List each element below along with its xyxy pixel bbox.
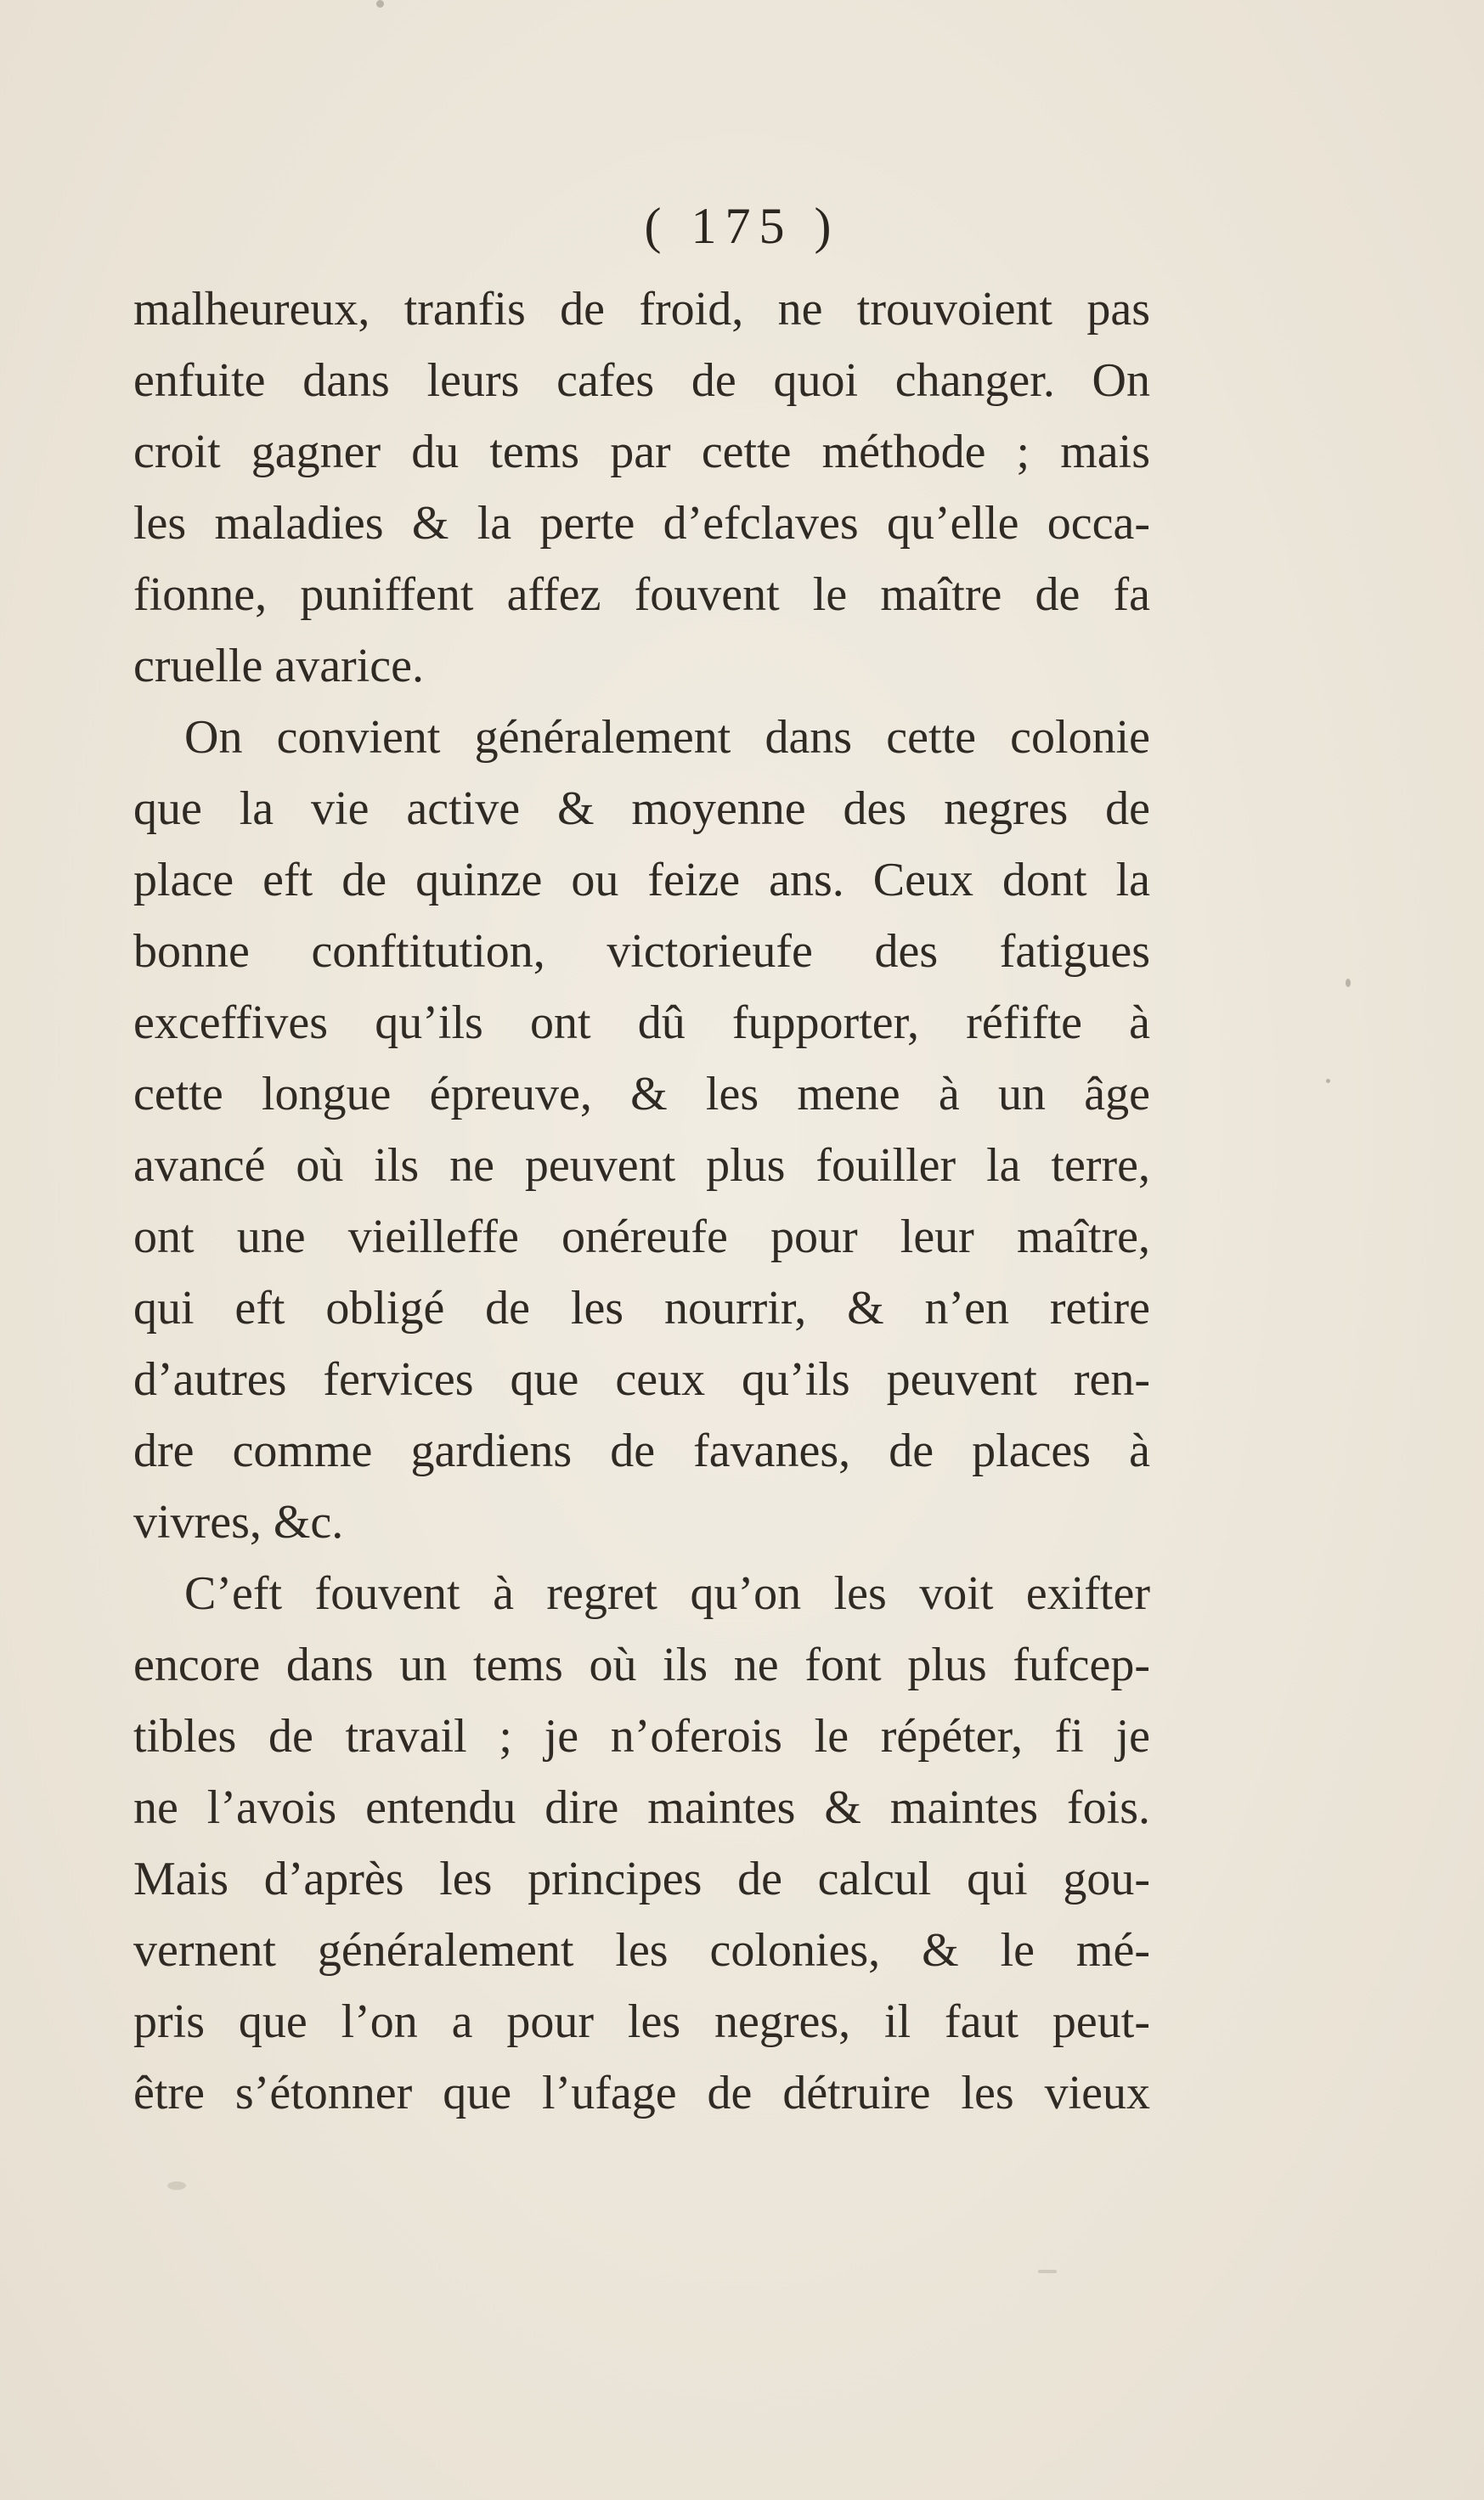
text-line: les maladies & la perte d’efclaves qu’elle occa- [133, 497, 1150, 550]
text-line: enfuite dans leurs cafes de quoi changer. On [133, 354, 1150, 407]
text-line: malheureux, tranfis de froid, ne trouvoient pas [133, 283, 1150, 336]
text-line: encore dans un tems où ils ne font plus fufcep- [133, 1639, 1150, 1691]
text-line: Mais d’après les principes de calcul qui gou- [133, 1853, 1150, 1905]
page-number: ( 175 ) [644, 198, 840, 254]
text-line: d’autres fervices que ceux qu’ils peuvent ren- [133, 1353, 1150, 1406]
paper-speck [1326, 1079, 1330, 1083]
text-line: place eft de quinze ou feize ans. Ceux dont la [133, 854, 1150, 906]
text-line: vernent généralement les colonies, & le mé- [133, 1924, 1150, 1977]
text-line: On convient généralement dans cette colonie [184, 711, 1150, 764]
paper-speck [167, 2181, 186, 2190]
text-line: avancé où ils ne peuvent plus fouiller la terre, [133, 1139, 1150, 1192]
text-line: fionne, puniffent affez fouvent le maître de fa [133, 568, 1150, 621]
text-line: dre comme gardiens de favanes, de places à [133, 1425, 1150, 1477]
text-line: ont une vieilleffe onéreufe pour leur maître, [133, 1210, 1150, 1263]
text-line: C’eft fouvent à regret qu’on les voit exifter [184, 1567, 1150, 1620]
text-line: ne l’avois entendu dire maintes & maintes fois. [133, 1781, 1150, 1834]
paper-speck [1038, 2270, 1057, 2273]
text-line: croit gagner du tems par cette méthode ; mais [133, 426, 1150, 478]
text-line: tibles de travail ; je n’oferois le répéter, fi je [133, 1710, 1150, 1763]
text-line: qui eft obligé de les nourrir, & n’en retire [133, 1282, 1150, 1335]
body-text [133, 274, 1150, 2129]
paper-speck [1346, 979, 1351, 987]
text-line: bonne conftitution, victorieufe des fatigues [133, 925, 1150, 978]
text-line: exceffives qu’ils ont dû fupporter, réfifte à [133, 996, 1150, 1049]
text-line: être s’étonner que l’ufage de détruire les vieux [133, 2067, 1150, 2119]
text-line: pris que l’on a pour les negres, il faut peut- [133, 1995, 1150, 2048]
text-line: vivres, &c. [133, 1496, 344, 1549]
text-line: que la vie active & moyenne des negres de [133, 782, 1150, 835]
paper-speck [376, 0, 384, 8]
text-line: cruelle avarice. [133, 640, 424, 692]
text-line: cette longue épreuve, & les mene à un âge [133, 1068, 1150, 1120]
